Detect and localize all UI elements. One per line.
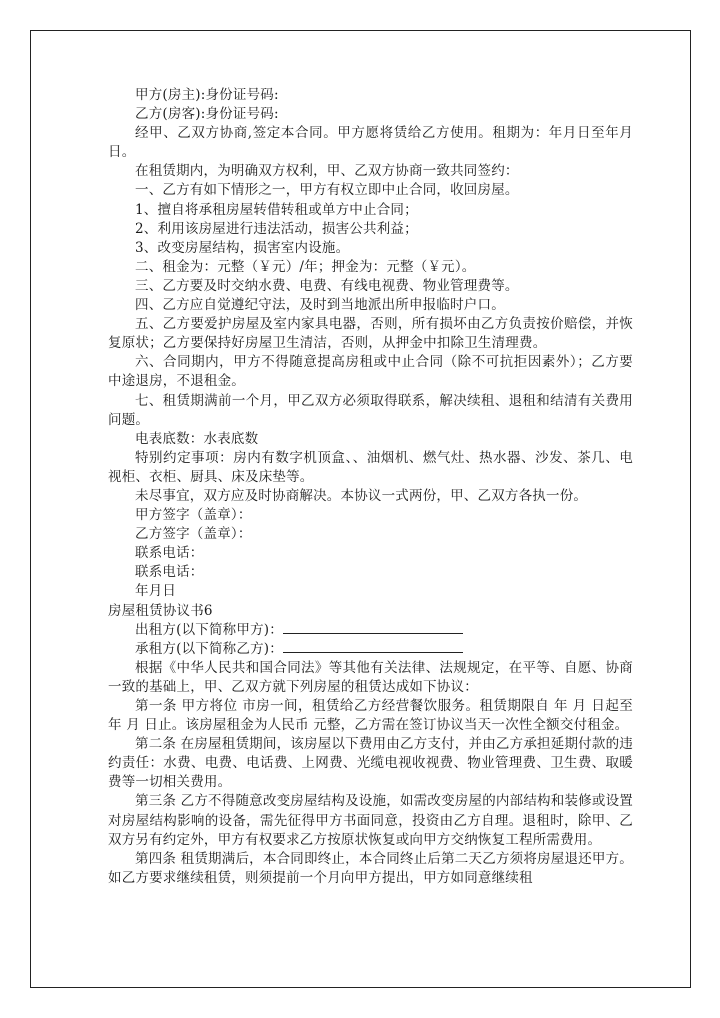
clause-5-care: 五、乙方要爱护房屋及室内家具电器，否则，所有损坏由乙方负责按价赔偿，并恢复原状；乙方要保持好房屋卫生清洁，否则，从押金中扣除卫生清理费。: [108, 316, 633, 352]
clause-7-expiry: 七、租赁期满前一个月，甲乙双方必须取得联系，解决续租、退租和结清有关费用问题。: [108, 392, 633, 428]
meter-readings-line: 电表底数：水表底数: [135, 430, 259, 447]
tenant-signature-line: 乙方签字（盖章）：: [135, 526, 252, 543]
tenant-id-line: 乙方(房客):身份证号码:: [135, 106, 279, 123]
phone-line-1: 联系电话：: [135, 545, 204, 562]
lessor-label: 出租方(以下简称甲方)：: [135, 621, 283, 638]
lease-term-paragraph: 经甲、乙双方协商,签定本合同。甲方愿将赁给乙方使用。租期为：年月日至年月日。: [108, 125, 633, 161]
clause-3-fees: 三、乙方要及时交纳水费、电费、有线电视费、物业管理费等。: [135, 277, 519, 294]
lessee-line: [108, 640, 633, 659]
clause-6-term: 六、合同期内，甲方不得随意提高房租或中止合同（除不可抗拒因素外）；乙方要中途退房，不退租金。: [108, 354, 633, 390]
special-terms-paragraph: 特别约定事项：房内有数字机顶盒、、油烟机、燃气灶、热水器、沙发、茶几、电视柜、衣柜、厨具、床及床垫等。: [108, 449, 633, 485]
clause-2-rent: 二、租金为：元整（￥元）/年；押金为：元整（￥元）。: [135, 258, 476, 275]
landlord-id-line: 甲方(房主):身份证号码:: [135, 87, 279, 103]
lessee-label: 承租方(以下简称乙方)：: [135, 640, 283, 657]
lessor-blank: [283, 621, 463, 634]
article-4: 第四条 租赁期满后，本合同即终止，本合同终止后第二天乙方须将房屋退还甲方。如乙方要求继续租赁，则须提前一个月向甲方提出，甲方如同意继续租: [108, 850, 633, 886]
legal-basis-paragraph: 根据《中华人民共和国合同法》等其他有关法律、法规规定，在平等、自愿、协商一致的基础上，甲、乙双方就下列房屋的租赁达成如下协议：: [108, 659, 633, 695]
section-title: 房屋租赁协议书6: [108, 602, 213, 619]
agreement-intro-paragraph: 在租赁期内，为明确双方权利，甲、乙双方协商一致共同签约：: [135, 163, 519, 180]
clause-1-item-1: 1、擅自将承租房屋转借转租或单方中止合同；: [135, 201, 418, 218]
date-line: 年月日: [135, 583, 177, 600]
clause-4-registration: 四、乙方应自觉遵纪守法，及时到当地派出所申报临时户口。: [135, 297, 505, 314]
lessor-line: [108, 621, 633, 640]
document-body: [108, 86, 633, 888]
clause-1: 一、乙方有如下情形之一，甲方有权立即中止合同，收回房屋。: [135, 182, 519, 199]
unresolved-matters-paragraph: 未尽事宜，双方应及时协商解决。本协议一式两份，甲、乙双方各执一份。: [135, 487, 588, 504]
lessee-blank: [283, 640, 463, 653]
landlord-signature-line: 甲方签字（盖章）：: [135, 507, 252, 524]
article-1: 第一条 甲方将位 市房一间，租赁给乙方经营餐饮服务。租赁期限自 年 月 日起至 年 月 日止。该房屋租金为人民币 元整，乙方需在签订协议当天一次性全额交付租金。: [108, 698, 633, 734]
article-3: 第三条 乙方不得随意改变房屋结构及设施，如需改变房屋的内部结构和装修或设置对房屋结构影响的设备，需先征得甲方书面同意，投资由乙方自理。退租时，除甲、乙双方另有约定外，甲方有权要求乙方按原状恢复或向甲方交纳恢复工程所需费用。: [108, 793, 633, 848]
clause-1-item-2: 2、利用该房屋进行违法活动，损害公共利益；: [135, 220, 418, 237]
phone-line-2: 联系电话：: [135, 564, 204, 581]
article-2: 第二条 在房屋租赁期间，该房屋以下费用由乙方支付，并由乙方承担延期付款的违约责任：水费、电费、电话费、上网费、光缆电视收视费、物业管理费、卫生费、取暖费等一切相关费用。: [108, 736, 633, 791]
clause-1-item-3: 3、改变房屋结构，损害室内设施。: [135, 239, 350, 256]
